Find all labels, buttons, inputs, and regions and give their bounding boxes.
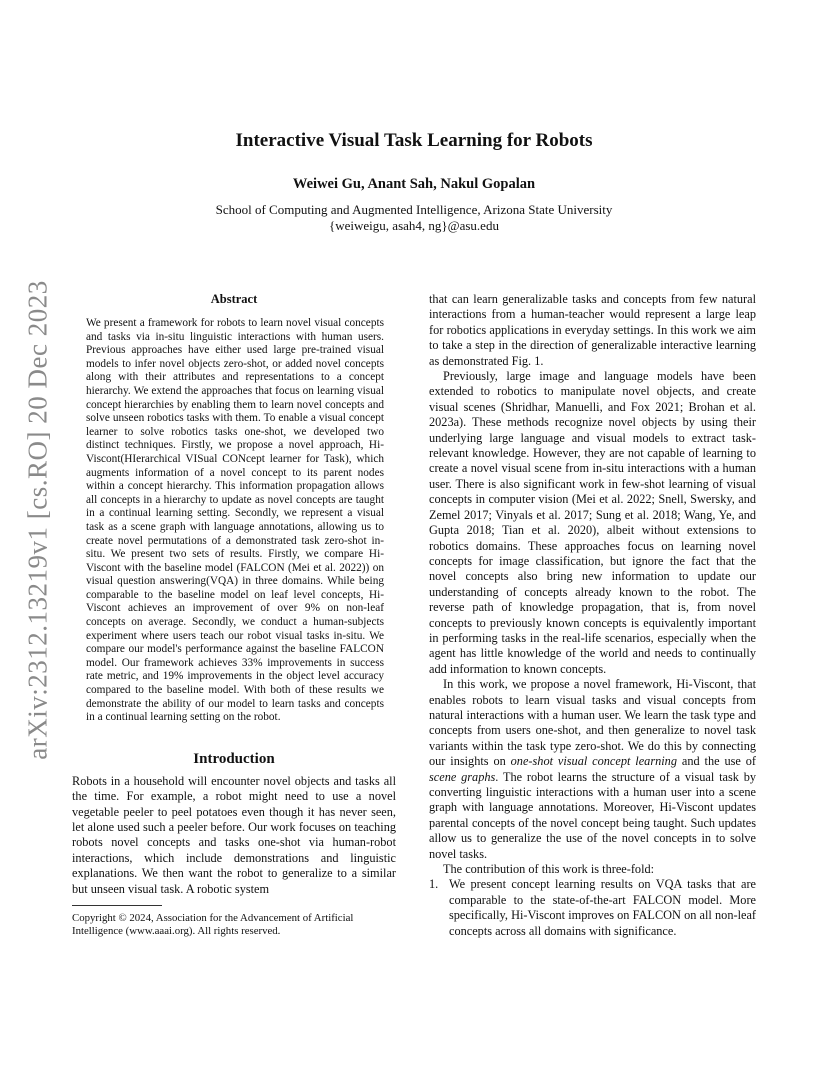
contribution-list: [429, 877, 756, 939]
paper-authors: Weiwei Gu, Anant Sah, Nakul Gopalan: [292, 176, 536, 192]
body-paragraph-3-part-a: In this work, we propose a novel framework, Hi-Viscont, that enables robots to learn visual tasks and visual concepts from natural interactions with a human user. We learn the task type and concepts from users one-shot, and then generalize to novel task variants within the task type zero-shot. We do this by connecting our insights on: [429, 677, 756, 769]
introduction-paragraph: Robots in a household will encounter novel objects and tasks all the time. For example, a robot might need to use a novel vegetable peeler to peel potatoes even though it has never seen, let alone used such a peeler before. Our work focuses on teaching robots novel concepts and tasks one-shot via human-robot interactions, which include demonstrations and linguistic explanations. We then want the robot to generalize to a similar but unseen visual task. A robotic system: [72, 773, 396, 896]
body-paragraph-1: that can learn generalizable tasks and concepts from few natural interactions from a human-teacher would represent a large leap for robotics applications in everyday settings. In this work we aim to take a step in the direction of generalizable interactive learning as demonstrated Fig. 1.: [429, 292, 756, 368]
body-paragraph-3-part-c: . The robot learns the structure of a visual task by converting linguistic interactions with a human user into a scene graph with language annotations. Moreover, Hi-Viscont updates parental concepts of the novel concept being taught. Such updates allow us to generalize the use of the novel concepts in to solve novel tasks.: [429, 769, 756, 861]
author-emails: {weiweigu, asah4, ng}@asu.edu: [329, 218, 499, 233]
emphasis-scene-graphs: scene graphs: [429, 769, 496, 784]
paper-title: Interactive Visual Task Learning for Robots: [235, 130, 593, 151]
arxiv-sidebar: [0, 0, 60, 1072]
introduction-heading: Introduction: [193, 750, 275, 767]
list-item-number: 1.: [429, 877, 439, 892]
body-paragraph-3-part-b: and the use of: [676, 754, 756, 769]
abstract-text: We present a framework for robots to learn novel visual concepts and tasks via in-situ linguistic interactions with human users. Previous approaches have either used large pre-trained visual models to infer novel objects zero-shot, or added novel concepts along with their attributes and representations to a concept hierarchy. We extend the approaches that focus on learning visual concept hierarchies by enabling them to learn novel concepts and solve unseen robotics tasks with them. To enable a visual concept learner to solve robotics tasks one-shot, we developed two distinct techniques. Firstly, we propose a novel approach, Hi-Viscont(HIerarchical VISual CONcept learner for Task), which augments information of a novel concept to its parent nodes within a concept hierarchy. This information propagation allows all concepts in a hierarchy to update as novel concepts are taught in a continual learning setting. Secondly, we represent a visual task as a scene graph with language annotations, allowing us to create novel permutations of a demonstrated task zero-shot in-situ. We present two sets of results. Firstly, we compare Hi-Viscont with the baseline model (FALCON (Mei et al. 2022)) on visual question answering(VQA) in three domains. While being comparable to the baseline model on leaf level concepts, Hi-Viscont achieves an improvement of over 9% on non-leaf concepts on average. Secondly, we conduct a human-subjects experiment where users teach our robot visual tasks in-situ. We compare our model's performance against the baseline FALCON model. Our framework achieves 33% improvements in success rate metric, and 19% improvements in the object level accuracy compared to the baseline model. With both of these results we demonstrate the ability of our model to learn tasks and concepts in a continual learning setting on the robot.: [86, 317, 384, 724]
list-item-text: We present concept learning results on VQA tasks that are comparable to the state-of-the-art FALCON model. More specifically, Hi-Viscont improves on FALCON on all non-leaf concepts across all domains with significance.: [449, 877, 756, 938]
right-column: [429, 292, 756, 939]
body-paragraph-2: Previously, large image and language models have been extended to robotics to manipulate novel objects, and create visual scenes (Shridhar, Manuelli, and Fox 2021; Brohan et al. 2023a). These methods recognize novel objects by using their underlying large language and visual models to extract task-relevant knowledge. However, they are not capable of learning to create a novel visual scene from in-situ interactions with a human user. There is also significant work in few-shot learning of visual concepts in computer vision (Mei et al. 2022; Snell, Swersky, and Zemel 2017; Vinyals et al. 2017; Sung et al. 2018; Wang, Ye, and Gupta 2018; Tian et al. 2020), albeit without extensions to robotics domains. These approaches focus on learning novel concepts for image classification, but ignore the fact that the novel concepts also bring new information to update our understanding of concepts already known to the robot. The reverse path of knowledge propagation, that is, from novel concepts to previously known concepts is equivalently important in performing tasks in the real-life scenarios, especially when the agent has little knowledge of the world and needs to continually add information to known concepts.: [429, 369, 756, 676]
list-item: [429, 877, 756, 939]
footnote-rule: [72, 905, 162, 906]
arxiv-identifier: arXiv:2312.13219v1 [cs.RO] 20 Dec 2023: [22, 280, 53, 760]
affiliation: School of Computing and Augmented Intelligence, Arizona State University: [215, 202, 613, 217]
emphasis-one-shot: one-shot visual concept learning: [510, 754, 677, 769]
contribution-intro: The contribution of this work is three-fold:: [443, 862, 655, 877]
abstract-heading: Abstract: [210, 292, 258, 306]
affiliation-block: [0, 202, 828, 234]
body-paragraph-3: [429, 677, 756, 862]
copyright-footnote: Copyright © 2024, Association for the Advancement of Artificial Intelligence (www.aaai.org). All rights reserved.: [72, 912, 354, 938]
left-column: [72, 292, 396, 938]
